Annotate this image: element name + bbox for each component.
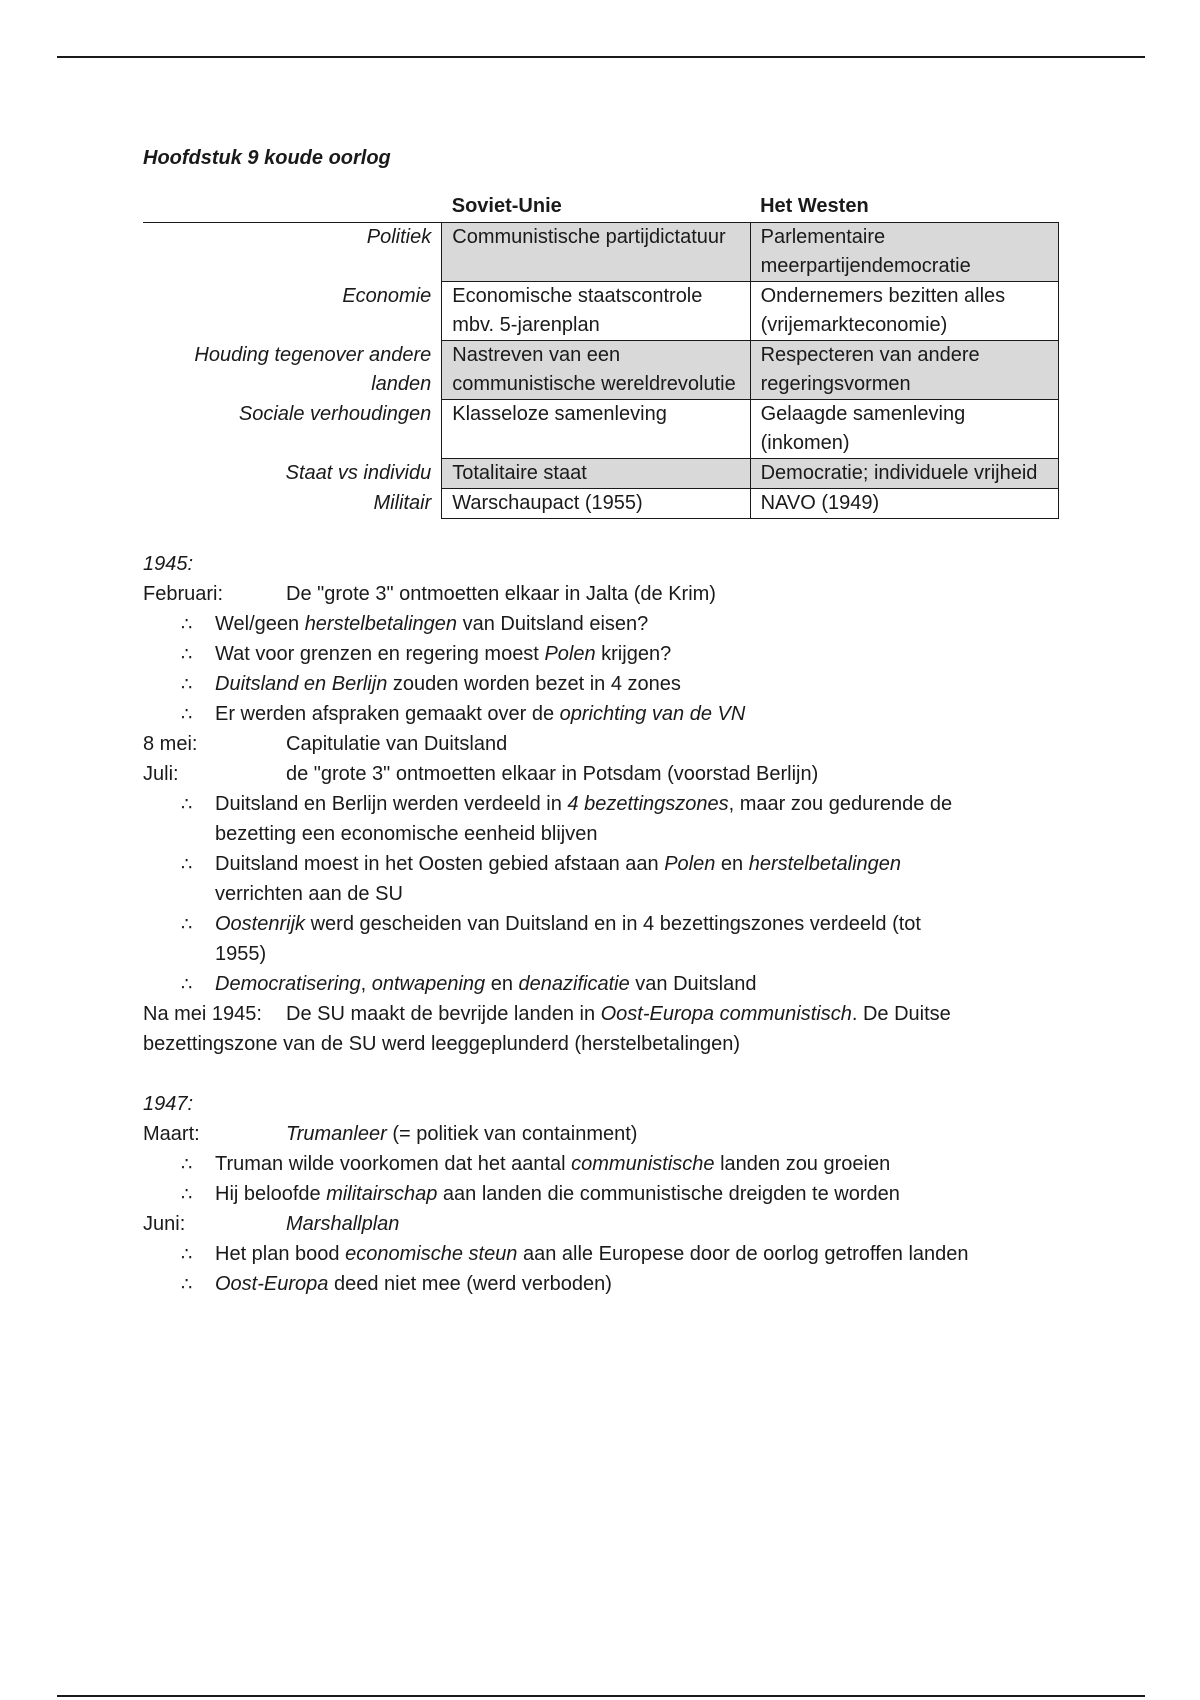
west-cell: NAVO (1949) <box>750 489 1058 519</box>
event-label: Juni: <box>143 1213 186 1235</box>
west-cell: Gelaagde samenleving (inkomen) <box>750 400 1058 459</box>
bullet-list <box>143 1149 1063 1209</box>
therefore-icon: ∴ <box>181 614 193 634</box>
year-heading: 1947: <box>143 1093 194 1115</box>
row-label: Militair <box>373 491 432 514</box>
list-item: ∴ Truman wilde voorkomen dat het aantal communistische landen zou groeien <box>181 1149 1063 1179</box>
event-line <box>143 729 1063 759</box>
west-cell: Respecteren van andere regeringsvormen <box>750 341 1058 400</box>
event-label: Maart: <box>143 1123 200 1145</box>
bullet-list <box>143 609 1063 729</box>
therefore-icon: ∴ <box>181 1154 193 1174</box>
soviet-cell: Klasseloze samenleving <box>442 400 750 459</box>
therefore-icon: ∴ <box>181 1274 193 1294</box>
west-cell: Ondernemers bezitten alles (vrijemarkteconomie) <box>750 282 1058 341</box>
event-line <box>143 579 1063 609</box>
row-label: Staat vs individu <box>285 461 432 484</box>
event-label: Juli: <box>143 763 179 785</box>
therefore-icon: ∴ <box>181 974 193 994</box>
bullet-list <box>143 1239 1063 1299</box>
list-item: ∴ Wat voor grenzen en regering moest Polen krijgen? <box>181 639 1063 669</box>
soviet-cell: Communistische partijdictatuur <box>442 223 750 282</box>
list-item: ∴ Hij beloofde militairschap aan landen die communistische dreigden te worden <box>181 1179 1063 1209</box>
table-row <box>143 341 1059 400</box>
header-rule <box>57 56 1145 58</box>
event-label: 8 mei: <box>143 733 198 755</box>
therefore-icon: ∴ <box>181 644 193 664</box>
therefore-icon: ∴ <box>181 854 193 874</box>
therefore-icon: ∴ <box>181 1184 193 1204</box>
table-row <box>143 400 1059 459</box>
table-header-row <box>143 191 1059 223</box>
list-item: ∴ Democratisering, ontwapening en denazificatie van Duitsland <box>181 969 1063 999</box>
comparison-table <box>143 191 1059 519</box>
section-1947 <box>143 1089 1063 1299</box>
therefore-icon: ∴ <box>181 1244 193 1264</box>
list-item: ∴ Er werden afspraken gemaakt over de oprichting van de VN <box>181 699 1063 729</box>
soviet-cell: Nastreven van een communistische wereldrevolutie <box>442 341 750 400</box>
event-line <box>143 1209 1063 1239</box>
bullet-list <box>143 789 1063 999</box>
table-header-empty <box>143 191 442 223</box>
page-title: Hoofdstuk 9 koude oorlog <box>143 147 391 169</box>
event-text: De "grote 3" ontmoetten elkaar in Jalta (de Krim) <box>286 583 716 605</box>
table-row <box>143 223 1059 282</box>
year-heading: 1945: <box>143 553 194 575</box>
row-label: Houding tegenover andere landen <box>194 343 432 395</box>
list-item: ∴ Oostenrijk werd gescheiden van Duitsland en in 4 bezettingszones verdeeld (tot 1955) <box>181 909 1063 969</box>
table-row <box>143 489 1059 519</box>
list-item: ∴ Het plan bood economische steun aan alle Europese door de oorlog getroffen landen <box>181 1239 1063 1269</box>
list-item: ∴ Duitsland moest in het Oosten gebied afstaan aan Polen en herstelbetalingen verrichten aan de SU <box>181 849 1063 909</box>
table-row <box>143 282 1059 341</box>
event-line <box>143 759 1063 789</box>
soviet-cell: Totalitaire staat <box>442 459 750 489</box>
event-label: Na mei 1945: <box>143 1003 262 1025</box>
west-cell: Democratie; individuele vrijheid <box>750 459 1058 489</box>
row-label: Sociale verhoudingen <box>238 402 432 425</box>
event-line: Maart: Trumanleer (= politiek van containment) <box>143 1119 1063 1149</box>
row-label: Politiek <box>366 226 432 248</box>
list-item: ∴ Wel/geen herstelbetalingen van Duitsland eisen? <box>181 609 1063 639</box>
row-label: Economie <box>342 284 432 307</box>
list-item: ∴ Oost-Europa deed niet mee (werd verboden) <box>181 1269 1063 1299</box>
table-header-soviet: Soviet-Unie <box>442 191 750 223</box>
west-cell: Parlementaire meerpartijendemocratie <box>750 223 1058 282</box>
section-1945 <box>143 549 1063 1059</box>
table-header-west: Het Westen <box>750 191 1058 223</box>
footer-rule <box>57 1695 1145 1697</box>
soviet-cell: Warschaupact (1955) <box>442 489 750 519</box>
event-label: Februari: <box>143 583 224 605</box>
list-item: ∴ Duitsland en Berlijn zouden worden bezet in 4 zones <box>181 669 1063 699</box>
event-text: Capitulatie van Duitsland <box>286 733 508 755</box>
event-text: Marshallplan <box>286 1213 400 1235</box>
soviet-cell: Economische staatscontrole mbv. 5-jarenplan <box>442 282 750 341</box>
document-body <box>143 143 1063 1299</box>
event-paragraph: Na mei 1945: De SU maakt de bevrijde landen in Oost-Europa communistisch. De Duitse bezettingszone van de SU werd leeggeplunderd (herstelbetalingen) <box>143 999 1063 1059</box>
event-text: de "grote 3" ontmoetten elkaar in Potsdam (voorstad Berlijn) <box>286 763 819 785</box>
therefore-icon: ∴ <box>181 704 193 724</box>
therefore-icon: ∴ <box>181 794 193 814</box>
therefore-icon: ∴ <box>181 674 193 694</box>
table-row <box>143 459 1059 489</box>
list-item: ∴ Duitsland en Berlijn werden verdeeld in 4 bezettingszones, maar zou gedurende de bezetting een economische eenheid blijven <box>181 789 1063 849</box>
therefore-icon: ∴ <box>181 914 193 934</box>
